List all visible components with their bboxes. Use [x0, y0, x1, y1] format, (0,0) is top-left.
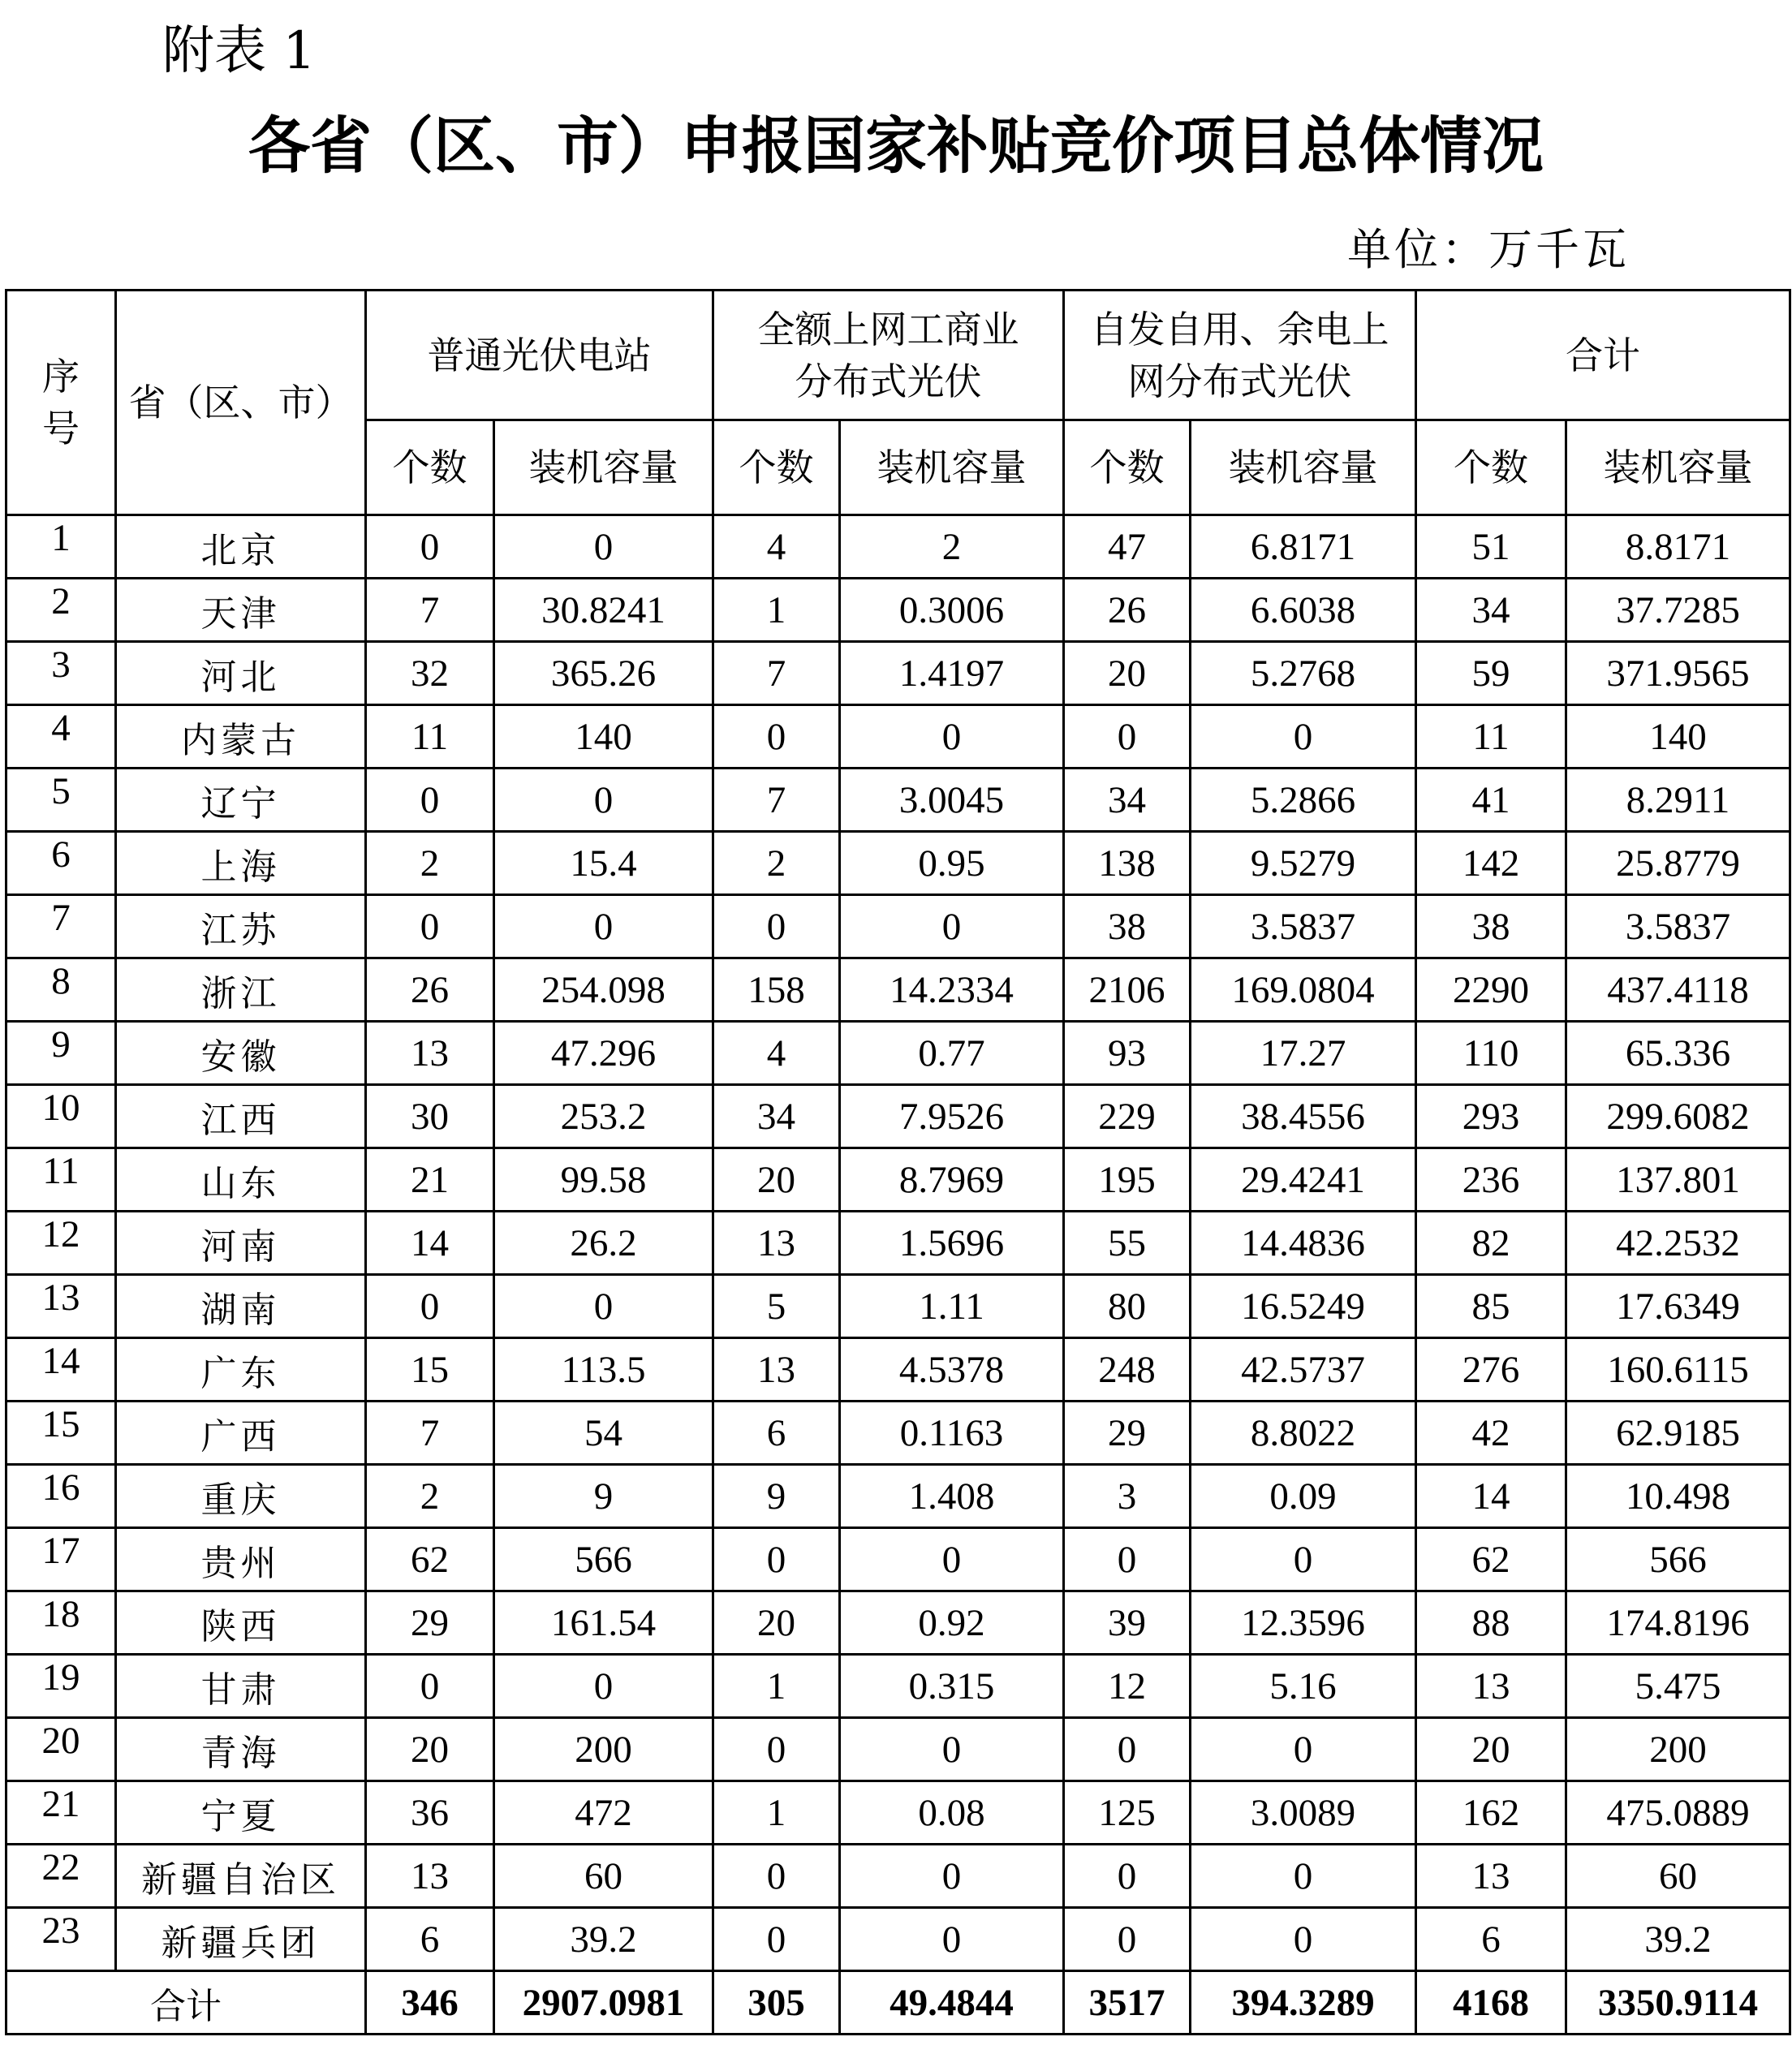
- cell-seq: 23: [6, 1908, 116, 1971]
- table-row: [6, 1148, 1790, 1212]
- header-province: 省（区、市）: [116, 291, 366, 515]
- cell-g1-capacity: 253.2: [494, 1085, 713, 1148]
- table-row: [6, 1845, 1790, 1908]
- cell-g1-count: 15: [366, 1338, 494, 1402]
- cell-g2-count: 0: [713, 705, 840, 769]
- header-group-ordinary-pv: 普通光伏电站: [366, 291, 713, 420]
- cell-total-capacity: 299.6082: [1566, 1085, 1790, 1148]
- cell-g1-capacity: 140: [494, 705, 713, 769]
- cell-g3-count: 125: [1064, 1781, 1191, 1845]
- cell-seq: 20: [6, 1718, 116, 1781]
- cell-g1-capacity: 0: [494, 769, 713, 832]
- cell-g2-capacity: 14.2334: [840, 958, 1064, 1022]
- cell-total-count: 6: [1416, 1908, 1566, 1971]
- table-row: [6, 895, 1790, 958]
- cell-g1-count: 13: [366, 1022, 494, 1085]
- cell-g3-capacity: 0: [1191, 1718, 1416, 1781]
- cell-total-capacity: 371.9565: [1566, 642, 1790, 705]
- cell-g1-count: 2: [366, 1465, 494, 1528]
- cell-province: 湖南: [116, 1275, 366, 1338]
- cell-seq: 18: [6, 1591, 116, 1655]
- cell-g1-count: 0: [366, 895, 494, 958]
- cell-g1-capacity: 0: [494, 1655, 713, 1718]
- header-count: 个数: [366, 420, 494, 515]
- table-row: [6, 579, 1790, 642]
- cell-g3-capacity: 0: [1191, 1845, 1416, 1908]
- cell-g2-capacity: 0.1163: [840, 1402, 1064, 1465]
- cell-g2-count: 6: [713, 1402, 840, 1465]
- table-row: [6, 1212, 1790, 1275]
- cell-total-count: 2290: [1416, 958, 1566, 1022]
- cell-total-capacity: 140: [1566, 705, 1790, 769]
- cell-seq: 16: [6, 1465, 116, 1528]
- cell-total-count: 51: [1416, 515, 1566, 579]
- table-row: [6, 642, 1790, 705]
- table-row: [6, 1275, 1790, 1338]
- total-capacity: 3350.9114: [1566, 1971, 1790, 2035]
- cell-g3-count: 55: [1064, 1212, 1191, 1275]
- cell-seq: 10: [6, 1085, 116, 1148]
- cell-g3-capacity: 0.09: [1191, 1465, 1416, 1528]
- total-g3-capacity: 394.3289: [1191, 1971, 1416, 2035]
- cell-seq: 7: [6, 895, 116, 958]
- cell-g3-capacity: 0: [1191, 705, 1416, 769]
- cell-g1-capacity: 99.58: [494, 1148, 713, 1212]
- cell-g3-count: 26: [1064, 579, 1191, 642]
- cell-g3-count: 0: [1064, 1845, 1191, 1908]
- cell-g2-count: 13: [713, 1338, 840, 1402]
- cell-province: 辽宁: [116, 769, 366, 832]
- cell-total-capacity: 25.8779: [1566, 832, 1790, 895]
- cell-g2-capacity: 1.4197: [840, 642, 1064, 705]
- cell-g3-count: 2106: [1064, 958, 1191, 1022]
- table-row: [6, 769, 1790, 832]
- cell-g1-count: 21: [366, 1148, 494, 1212]
- cell-seq: 14: [6, 1338, 116, 1402]
- cell-g2-capacity: 0.95: [840, 832, 1064, 895]
- cell-g2-count: 0: [713, 1718, 840, 1781]
- total-count: 4168: [1416, 1971, 1566, 2035]
- cell-g1-count: 2: [366, 832, 494, 895]
- table-row: [6, 1591, 1790, 1655]
- cell-g3-capacity: 0: [1191, 1528, 1416, 1591]
- cell-g3-count: 47: [1064, 515, 1191, 579]
- cell-total-count: 13: [1416, 1655, 1566, 1718]
- data-table: [5, 289, 1791, 2035]
- cell-g3-capacity: 169.0804: [1191, 958, 1416, 1022]
- cell-g1-capacity: 0: [494, 515, 713, 579]
- cell-seq: 8: [6, 958, 116, 1022]
- cell-g3-count: 195: [1064, 1148, 1191, 1212]
- cell-g3-capacity: 9.5279: [1191, 832, 1416, 895]
- cell-seq: 6: [6, 832, 116, 895]
- cell-g3-capacity: 17.27: [1191, 1022, 1416, 1085]
- cell-g1-count: 14: [366, 1212, 494, 1275]
- cell-g1-count: 0: [366, 769, 494, 832]
- cell-g1-capacity: 161.54: [494, 1591, 713, 1655]
- cell-seq: 12: [6, 1212, 116, 1275]
- cell-g3-count: 138: [1064, 832, 1191, 895]
- cell-g2-capacity: 1.11: [840, 1275, 1064, 1338]
- cell-province: 重庆: [116, 1465, 366, 1528]
- header-capacity: 装机容量: [1191, 420, 1416, 515]
- table-row: [6, 1402, 1790, 1465]
- cell-province: 贵州: [116, 1528, 366, 1591]
- cell-g2-capacity: 0: [840, 705, 1064, 769]
- cell-g2-capacity: 0.92: [840, 1591, 1064, 1655]
- cell-total-count: 82: [1416, 1212, 1566, 1275]
- header-count: 个数: [713, 420, 840, 515]
- table-row: [6, 1908, 1790, 1971]
- cell-province: 广西: [116, 1402, 366, 1465]
- cell-total-count: 14: [1416, 1465, 1566, 1528]
- cell-g3-capacity: 14.4836: [1191, 1212, 1416, 1275]
- cell-g1-count: 30: [366, 1085, 494, 1148]
- cell-total-count: 110: [1416, 1022, 1566, 1085]
- cell-province: 广东: [116, 1338, 366, 1402]
- cell-g2-capacity: 4.5378: [840, 1338, 1064, 1402]
- table-body: [6, 515, 1790, 1971]
- header-count: 个数: [1064, 420, 1191, 515]
- cell-g3-count: 12: [1064, 1655, 1191, 1718]
- cell-g3-count: 0: [1064, 1908, 1191, 1971]
- cell-g1-count: 0: [366, 515, 494, 579]
- table-row: [6, 832, 1790, 895]
- cell-total-capacity: 42.2532: [1566, 1212, 1790, 1275]
- header-group-self-use: 自发自用、余电上网分布式光伏: [1064, 291, 1416, 420]
- cell-total-count: 41: [1416, 769, 1566, 832]
- cell-g2-count: 34: [713, 1085, 840, 1148]
- cell-g1-capacity: 15.4: [494, 832, 713, 895]
- cell-g1-count: 26: [366, 958, 494, 1022]
- cell-g1-count: 7: [366, 579, 494, 642]
- header-count: 个数: [1416, 420, 1566, 515]
- cell-g2-count: 2: [713, 832, 840, 895]
- table-row: [6, 705, 1790, 769]
- cell-seq: 21: [6, 1781, 116, 1845]
- cell-g1-capacity: 0: [494, 1275, 713, 1338]
- cell-seq: 5: [6, 769, 116, 832]
- cell-g2-count: 1: [713, 579, 840, 642]
- cell-total-count: 293: [1416, 1085, 1566, 1148]
- cell-g1-capacity: 0: [494, 895, 713, 958]
- cell-g2-capacity: 0: [840, 1845, 1064, 1908]
- table-row: [6, 1655, 1790, 1718]
- cell-g1-capacity: 26.2: [494, 1212, 713, 1275]
- cell-g1-count: 13: [366, 1845, 494, 1908]
- cell-g2-count: 4: [713, 1022, 840, 1085]
- cell-g1-capacity: 54: [494, 1402, 713, 1465]
- cell-seq: 17: [6, 1528, 116, 1591]
- cell-total-count: 142: [1416, 832, 1566, 895]
- cell-seq: 15: [6, 1402, 116, 1465]
- cell-total-capacity: 10.498: [1566, 1465, 1790, 1528]
- cell-total-count: 276: [1416, 1338, 1566, 1402]
- cell-province: 北京: [116, 515, 366, 579]
- cell-g3-capacity: 8.8022: [1191, 1402, 1416, 1465]
- table-row: [6, 515, 1790, 579]
- cell-g3-capacity: 3.5837: [1191, 895, 1416, 958]
- cell-total-count: 20: [1416, 1718, 1566, 1781]
- cell-g2-count: 4: [713, 515, 840, 579]
- cell-g3-capacity: 38.4556: [1191, 1085, 1416, 1148]
- cell-g1-capacity: 60: [494, 1845, 713, 1908]
- cell-seq: 4: [6, 705, 116, 769]
- cell-g3-capacity: 16.5249: [1191, 1275, 1416, 1338]
- cell-g2-count: 158: [713, 958, 840, 1022]
- cell-seq: 11: [6, 1148, 116, 1212]
- cell-g1-capacity: 30.8241: [494, 579, 713, 642]
- cell-g1-capacity: 39.2: [494, 1908, 713, 1971]
- cell-total-capacity: 160.6115: [1566, 1338, 1790, 1402]
- cell-province: 陕西: [116, 1591, 366, 1655]
- cell-g2-count: 0: [713, 895, 840, 958]
- cell-province: 江苏: [116, 895, 366, 958]
- cell-seq: 19: [6, 1655, 116, 1718]
- cell-g2-capacity: 2: [840, 515, 1064, 579]
- cell-seq: 22: [6, 1845, 116, 1908]
- header-seq: 序号: [6, 291, 116, 515]
- cell-g2-count: 13: [713, 1212, 840, 1275]
- cell-g2-capacity: 0: [840, 1908, 1064, 1971]
- cell-g1-count: 11: [366, 705, 494, 769]
- cell-province: 安徽: [116, 1022, 366, 1085]
- table-row: [6, 1085, 1790, 1148]
- cell-g3-capacity: 5.2768: [1191, 642, 1416, 705]
- cell-province: 江西: [116, 1085, 366, 1148]
- cell-g3-count: 29: [1064, 1402, 1191, 1465]
- cell-g2-count: 1: [713, 1655, 840, 1718]
- cell-g3-count: 93: [1064, 1022, 1191, 1085]
- cell-seq: 2: [6, 579, 116, 642]
- cell-province: 甘肃: [116, 1655, 366, 1718]
- cell-province: 内蒙古: [116, 705, 366, 769]
- header-capacity: 装机容量: [1566, 420, 1790, 515]
- total-g3-count: 3517: [1064, 1971, 1191, 2035]
- cell-total-capacity: 37.7285: [1566, 579, 1790, 642]
- cell-g2-capacity: 0: [840, 1718, 1064, 1781]
- header-capacity: 装机容量: [840, 420, 1064, 515]
- cell-g1-count: 7: [366, 1402, 494, 1465]
- cell-g1-capacity: 566: [494, 1528, 713, 1591]
- header-capacity: 装机容量: [494, 420, 713, 515]
- cell-g1-count: 32: [366, 642, 494, 705]
- cell-g3-count: 34: [1064, 769, 1191, 832]
- cell-g2-capacity: 0.315: [840, 1655, 1064, 1718]
- cell-total-capacity: 200: [1566, 1718, 1790, 1781]
- cell-total-capacity: 437.4118: [1566, 958, 1790, 1022]
- cell-g3-count: 3: [1064, 1465, 1191, 1528]
- cell-g3-capacity: 12.3596: [1191, 1591, 1416, 1655]
- cell-province: 河北: [116, 642, 366, 705]
- cell-g2-capacity: 3.0045: [840, 769, 1064, 832]
- total-label: 合计: [6, 1971, 366, 2035]
- cell-total-capacity: 17.6349: [1566, 1275, 1790, 1338]
- table-row: [6, 1718, 1790, 1781]
- cell-g1-capacity: 472: [494, 1781, 713, 1845]
- cell-total-count: 236: [1416, 1148, 1566, 1212]
- cell-g2-count: 5: [713, 1275, 840, 1338]
- cell-g2-count: 0: [713, 1908, 840, 1971]
- cell-g1-count: 6: [366, 1908, 494, 1971]
- cell-g2-capacity: 8.7969: [840, 1148, 1064, 1212]
- cell-seq: 3: [6, 642, 116, 705]
- total-g1-count: 346: [366, 1971, 494, 2035]
- cell-g3-capacity: 6.6038: [1191, 579, 1416, 642]
- total-g1-capacity: 2907.0981: [494, 1971, 713, 2035]
- cell-province: 河南: [116, 1212, 366, 1275]
- cell-g1-count: 0: [366, 1655, 494, 1718]
- cell-g3-count: 20: [1064, 642, 1191, 705]
- cell-total-capacity: 60: [1566, 1845, 1790, 1908]
- cell-total-capacity: 65.336: [1566, 1022, 1790, 1085]
- table-row: [6, 1465, 1790, 1528]
- cell-g1-count: 62: [366, 1528, 494, 1591]
- cell-g1-capacity: 365.26: [494, 642, 713, 705]
- total-g2-count: 305: [713, 1971, 840, 2035]
- cell-g2-capacity: 0.3006: [840, 579, 1064, 642]
- cell-g3-capacity: 5.2866: [1191, 769, 1416, 832]
- cell-province: 天津: [116, 579, 366, 642]
- header-group-total: 合计: [1416, 291, 1790, 420]
- cell-g3-count: 38: [1064, 895, 1191, 958]
- cell-g3-count: 229: [1064, 1085, 1191, 1148]
- cell-total-count: 88: [1416, 1591, 1566, 1655]
- cell-g2-capacity: 0.77: [840, 1022, 1064, 1085]
- total-row: [6, 1971, 1790, 2035]
- cell-g1-count: 36: [366, 1781, 494, 1845]
- cell-g3-capacity: 42.5737: [1191, 1338, 1416, 1402]
- cell-province: 山东: [116, 1148, 366, 1212]
- cell-g3-count: 248: [1064, 1338, 1191, 1402]
- cell-g2-count: 9: [713, 1465, 840, 1528]
- cell-g1-count: 20: [366, 1718, 494, 1781]
- cell-g2-capacity: 7.9526: [840, 1085, 1064, 1148]
- cell-g2-count: 20: [713, 1591, 840, 1655]
- cell-province: 宁夏: [116, 1781, 366, 1845]
- table-row: [6, 1781, 1790, 1845]
- cell-g1-capacity: 254.098: [494, 958, 713, 1022]
- cell-seq: 1: [6, 515, 116, 579]
- table-row: [6, 1022, 1790, 1085]
- table-row: [6, 958, 1790, 1022]
- cell-total-count: 13: [1416, 1845, 1566, 1908]
- header-group-full-grid-commercial: 全额上网工商业分布式光伏: [713, 291, 1064, 420]
- cell-total-capacity: 566: [1566, 1528, 1790, 1591]
- cell-g1-capacity: 47.296: [494, 1022, 713, 1085]
- cell-g1-capacity: 200: [494, 1718, 713, 1781]
- cell-g2-capacity: 0: [840, 1528, 1064, 1591]
- cell-province: 上海: [116, 832, 366, 895]
- cell-total-count: 34: [1416, 579, 1566, 642]
- cell-total-count: 11: [1416, 705, 1566, 769]
- cell-province: 新疆兵团: [116, 1908, 366, 1971]
- cell-g3-count: 0: [1064, 705, 1191, 769]
- cell-g2-count: 20: [713, 1148, 840, 1212]
- cell-g2-count: 7: [713, 769, 840, 832]
- cell-g2-capacity: 0: [840, 895, 1064, 958]
- cell-g2-capacity: 1.5696: [840, 1212, 1064, 1275]
- cell-total-count: 42: [1416, 1402, 1566, 1465]
- cell-total-capacity: 5.475: [1566, 1655, 1790, 1718]
- cell-total-capacity: 475.0889: [1566, 1781, 1790, 1845]
- cell-g2-capacity: 1.408: [840, 1465, 1064, 1528]
- cell-g2-count: 1: [713, 1781, 840, 1845]
- cell-seq: 9: [6, 1022, 116, 1085]
- cell-total-capacity: 62.9185: [1566, 1402, 1790, 1465]
- cell-g3-capacity: 29.4241: [1191, 1148, 1416, 1212]
- cell-g1-count: 29: [366, 1591, 494, 1655]
- cell-seq: 13: [6, 1275, 116, 1338]
- cell-total-capacity: 174.8196: [1566, 1591, 1790, 1655]
- cell-total-capacity: 3.5837: [1566, 895, 1790, 958]
- table-row: [6, 1338, 1790, 1402]
- cell-g1-capacity: 9: [494, 1465, 713, 1528]
- unit-label: 单位：万千瓦: [1347, 224, 1630, 275]
- cell-g3-count: 39: [1064, 1591, 1191, 1655]
- cell-g3-count: 0: [1064, 1718, 1191, 1781]
- cell-g3-count: 80: [1064, 1275, 1191, 1338]
- cell-province: 新疆自治区: [116, 1845, 366, 1908]
- cell-g2-count: 7: [713, 642, 840, 705]
- cell-total-capacity: 8.8171: [1566, 515, 1790, 579]
- cell-g2-count: 0: [713, 1845, 840, 1908]
- cell-g3-count: 0: [1064, 1528, 1191, 1591]
- cell-total-count: 162: [1416, 1781, 1566, 1845]
- cell-g1-capacity: 113.5: [494, 1338, 713, 1402]
- cell-g3-capacity: 5.16: [1191, 1655, 1416, 1718]
- cell-g3-capacity: 0: [1191, 1908, 1416, 1971]
- cell-total-count: 59: [1416, 642, 1566, 705]
- appendix-label: 附表 1: [162, 21, 317, 81]
- cell-total-count: 62: [1416, 1528, 1566, 1591]
- cell-g2-capacity: 0.08: [840, 1781, 1064, 1845]
- cell-province: 浙江: [116, 958, 366, 1022]
- document-title: 各省（区、市）申报国家补贴竞价项目总体情况: [248, 110, 1544, 182]
- cell-g3-capacity: 6.8171: [1191, 515, 1416, 579]
- cell-g1-count: 0: [366, 1275, 494, 1338]
- cell-total-capacity: 39.2: [1566, 1908, 1790, 1971]
- cell-total-capacity: 8.2911: [1566, 769, 1790, 832]
- cell-g3-capacity: 3.0089: [1191, 1781, 1416, 1845]
- table-row: [6, 1528, 1790, 1591]
- cell-total-capacity: 137.801: [1566, 1148, 1790, 1212]
- cell-total-count: 38: [1416, 895, 1566, 958]
- cell-g2-count: 0: [713, 1528, 840, 1591]
- cell-province: 青海: [116, 1718, 366, 1781]
- cell-total-count: 85: [1416, 1275, 1566, 1338]
- total-g2-capacity: 49.4844: [840, 1971, 1064, 2035]
